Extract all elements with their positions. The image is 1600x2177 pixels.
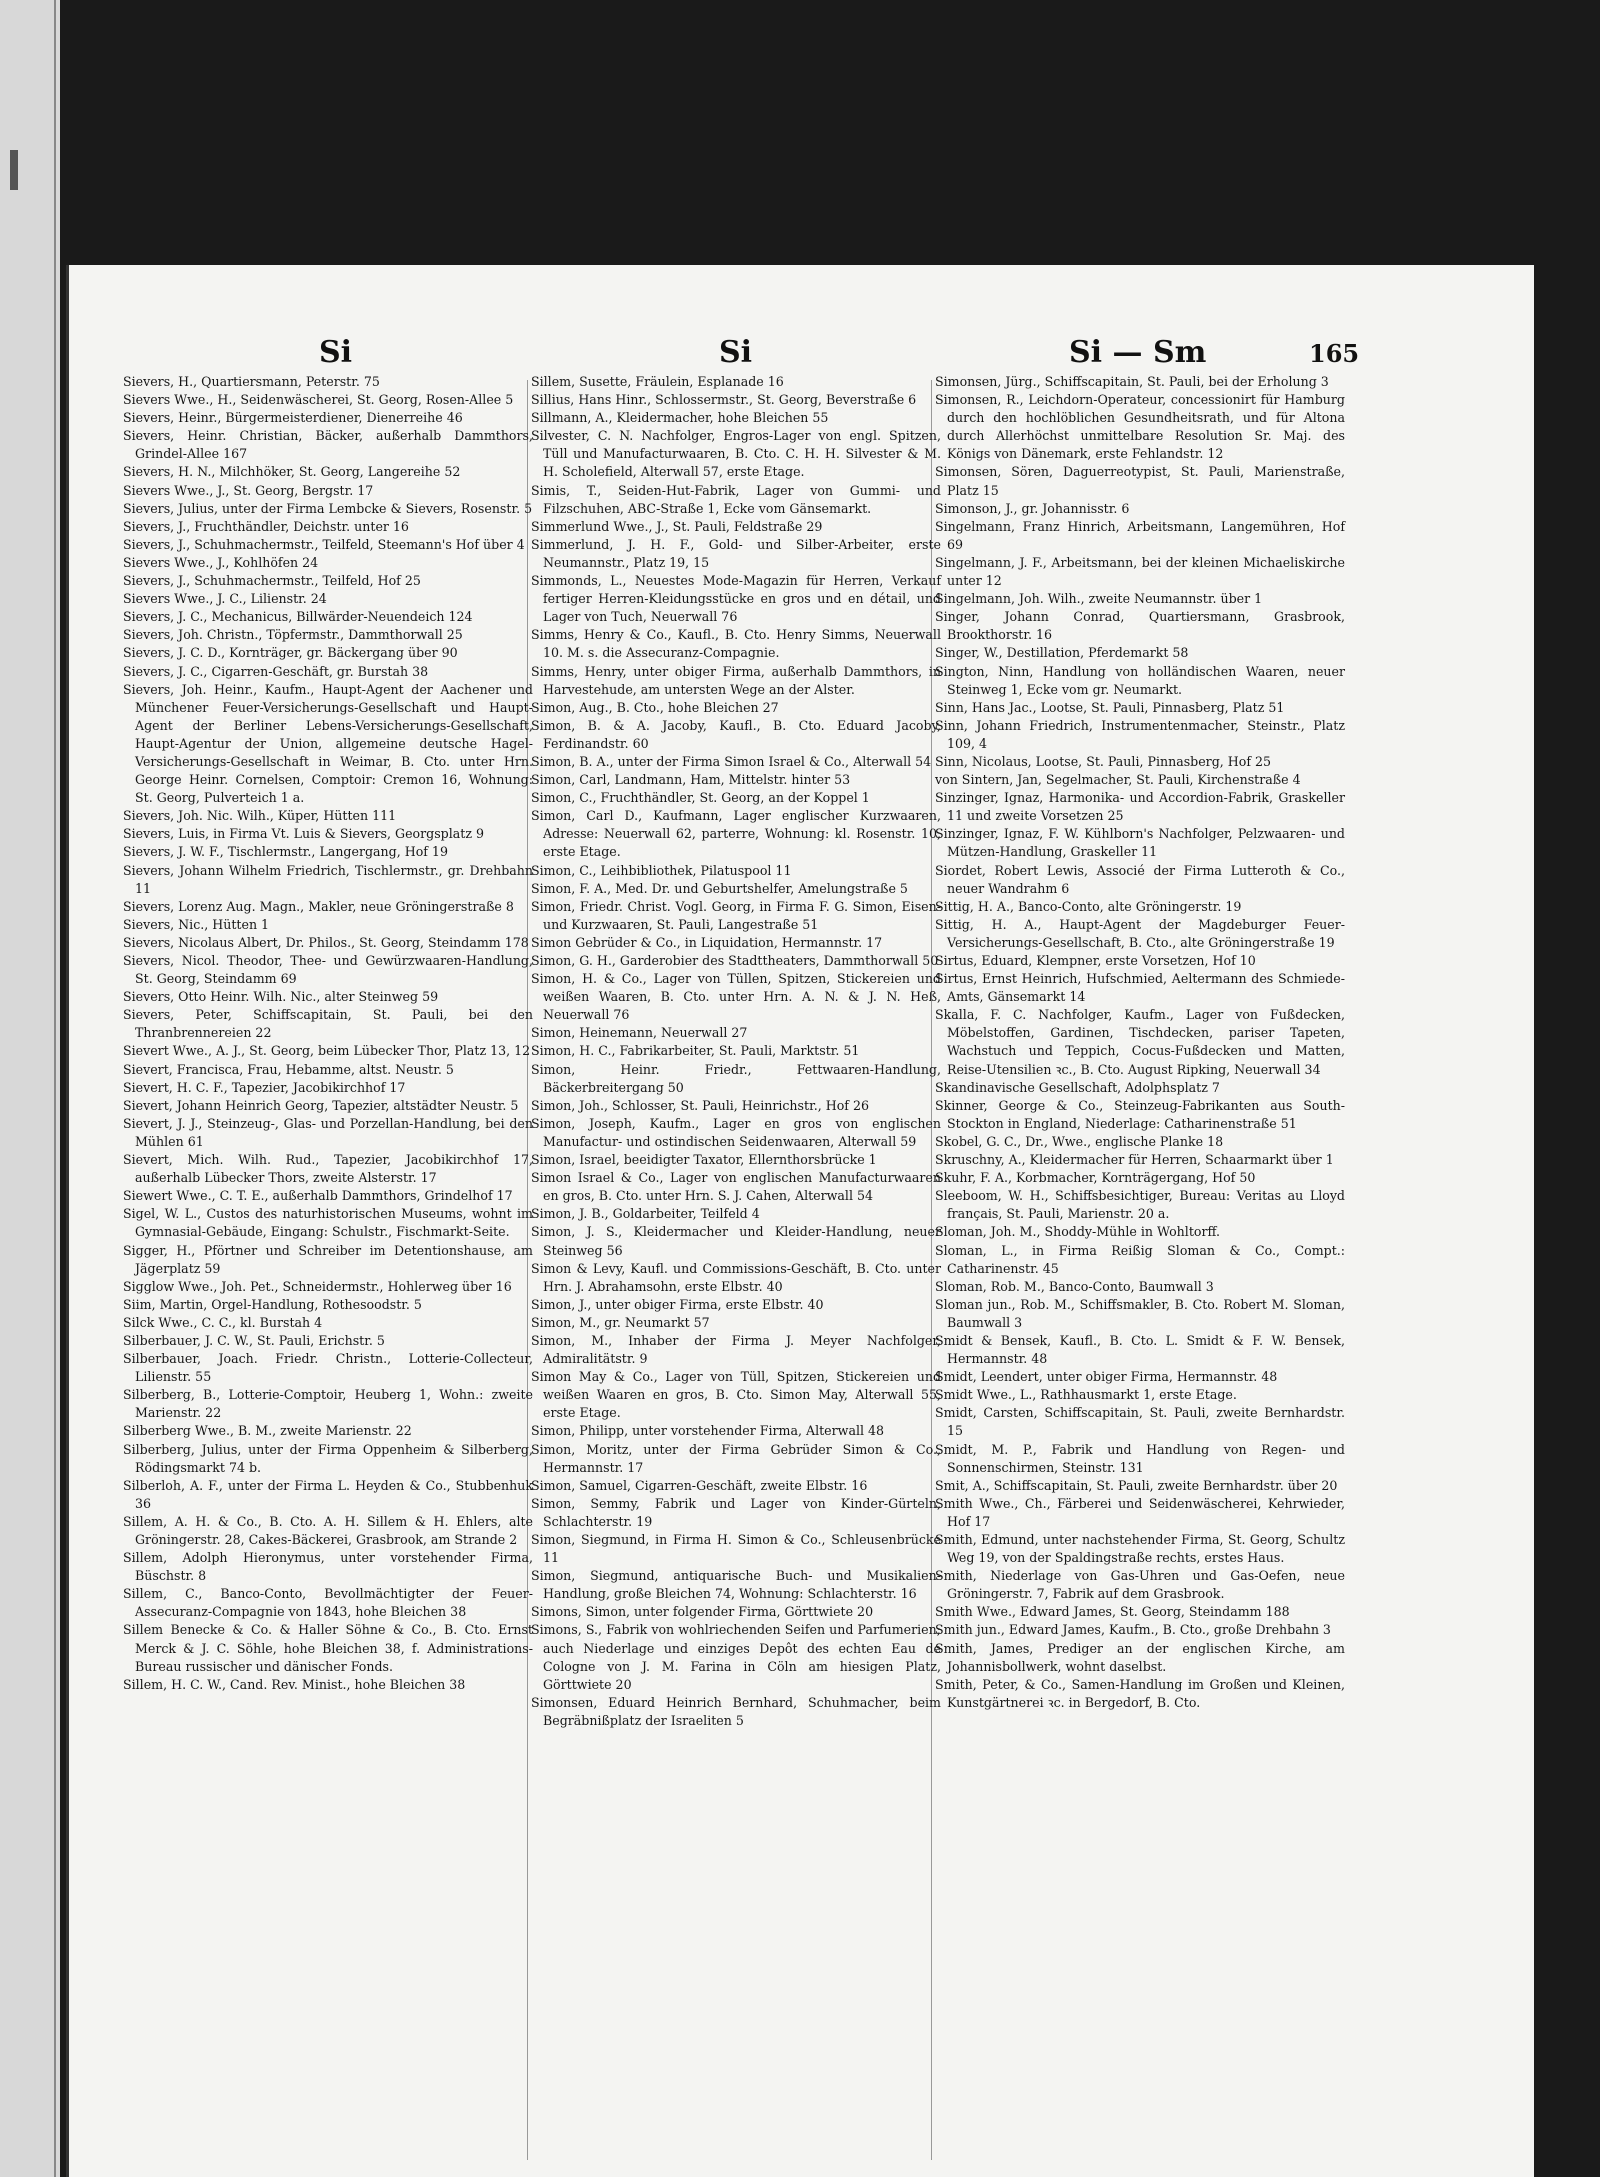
directory-page: [66, 265, 1534, 2177]
directory-entry: Sinzinger, Ignaz, F. W. Kühlborn's Nachfolger, Pelzwaaren- und Mützen-Handlung, Graskeller 11: [935, 826, 1345, 860]
directory-entry: Simon, C., Fruchthändler, St. Georg, an der Koppel 1: [531, 790, 870, 806]
directory-entry: Simon, B. & A. Jacoby, Kaufl., B. Cto. Eduard Jacoby, Ferdinandstr. 60: [531, 717, 941, 751]
directory-entry: Simon, J. B., Goldarbeiter, Teilfeld 4: [531, 1206, 760, 1222]
directory-entry: Simon, M., gr. Neumarkt 57: [531, 1314, 710, 1330]
directory-entry: Sinzinger, Ignaz, Harmonika- und Accordion-Fabrik, Graskeller 11 und zweite Vorsetzen 25: [935, 790, 1345, 824]
directory-entry: Smith Wwe., Ch., Färberei und Seidenwäscherei, Kehrwieder, Hof 17: [935, 1495, 1345, 1529]
directory-entry: Sigel, W. L., Custos des naturhistorischen Museums, wohnt im Gymnasial-Gebäude, Eingang: Schulstr., Fischmarkt-Seite.: [123, 1206, 533, 1240]
directory-entry: Sillem, Adolph Hieronymus, unter vorstehender Firma, Büschstr. 8: [123, 1550, 533, 1584]
directory-entry: Simon, M., Inhaber der Firma J. Meyer Nachfolger, Admiralitätstr. 9: [531, 1332, 941, 1367]
page-gutter: [54, 0, 56, 2177]
directory-entry: Sievert, Francisca, Frau, Hebamme, altst. Neustr. 5: [123, 1061, 454, 1077]
directory-entry: Simon, Israel, beeidigter Taxator, Ellernthorsbrücke 1: [531, 1152, 877, 1168]
directory-entry: Sievers, J., Schuhmachermstr., Teilfeld, Steemann's Hof über 4: [123, 536, 525, 552]
page-number: 165: [1309, 339, 1360, 368]
directory-entry: Sievers, J. C., Mechanicus, Billwärder-Neuendeich 124: [123, 609, 473, 625]
directory-entry: Simon Israel & Co., Lager von englischen Manufacturwaaren en gros, B. Cto. unter Hrn. S. J. Cahen, Alterwall 54: [531, 1170, 941, 1204]
directory-entry: Siewert Wwe., C. T. E., außerhalb Dammthors, Grindelhof 17: [123, 1188, 513, 1204]
directory-entry: Smidt Wwe., L., Rathhausmarkt 1, erste Etage.: [935, 1387, 1237, 1403]
directory-entry: Sievers, H., Quartiersmann, Peterstr. 75: [123, 374, 380, 389]
directory-entry: Sillem, A. H. & Co., B. Cto. A. H. Sillem & H. Ehlers, alte Gröningerstr. 28, Cakes-Bäckerei, Grasbrook, am Strande 2: [123, 1513, 533, 1547]
directory-entry: Sillem, H. C. W., Cand. Rev. Minist., hohe Bleichen 38: [123, 1676, 466, 1692]
directory-entry: Silvester, C. N. Nachfolger, Engros-Lager von engl. Spitzen, Tüll und Manufacturwaaren, B. Cto. C. H. H. Silvester & M. H. Scholefield, Alterwall 57, erste Etage.: [531, 428, 941, 480]
directory-entry: Simonson, J., gr. Johannisstr. 6: [935, 500, 1130, 516]
directory-entry: Simms, Henry & Co., Kaufl., B. Cto. Henry Simms, Neuerwall 10. M. s. die Assecuranz-Compagnie.: [531, 627, 941, 661]
directory-entry: Singelmann, J. F., Arbeitsmann, bei der kleinen Michaeliskirche unter 12: [935, 554, 1345, 589]
directory-entry: Sinn, Hans Jac., Lootse, St. Pauli, Pinnasberg, Platz 51: [935, 699, 1285, 715]
directory-entry: Sillmann, A., Kleidermacher, hohe Bleichen 55: [531, 410, 829, 426]
column-1: [123, 373, 533, 1694]
running-head-left: Si: [319, 335, 353, 370]
directory-entry: Skruschny, A., Kleidermacher für Herren, Schaarmarkt über 1: [935, 1152, 1334, 1168]
directory-entry: Sloman, Rob. M., Banco-Conto, Baumwall 3: [935, 1278, 1214, 1294]
directory-entry: Sloman, Joh. M., Shoddy-Mühle in Wohltorff.: [935, 1224, 1220, 1240]
directory-entry: Simon, Aug., B. Cto., hohe Bleichen 27: [531, 699, 779, 715]
directory-entry: Sievers, Otto Heinr. Wilh. Nic., alter Steinweg 59: [123, 989, 439, 1005]
directory-entry: Simon Gebrüder & Co., in Liquidation, Hermannstr. 17: [531, 934, 883, 950]
directory-entry: Simon, C., Leihbibliothek, Pilatuspool 11: [531, 862, 792, 878]
directory-entry: Sievers Wwe., J. C., Lilienstr. 24: [123, 591, 327, 607]
directory-entry: Simons, Simon, unter folgender Firma, Görttwiete 20: [531, 1604, 874, 1620]
directory-entry: Sievers, J., Fruchthändler, Deichstr. unter 16: [123, 518, 409, 534]
directory-entry: Smith, Peter, & Co., Samen-Handlung im Großen und Kleinen, Kunstgärtnerei ꝛc. in Bergedorf, B. Cto.: [935, 1676, 1345, 1710]
directory-entry: Simon, Joh., Schlosser, St. Pauli, Heinrichstr., Hof 26: [531, 1097, 869, 1113]
directory-entry: Simonsen, Sören, Daguerreotypist, St. Pauli, Marienstraße, Platz 15: [935, 464, 1345, 498]
directory-entry: Simon, Carl D., Kaufmann, Lager englischer Kurzwaaren, Adresse: Neuerwall 62, parterre, Wohnung: kl. Rosenstr. 10, erste Etage.: [531, 808, 941, 860]
directory-entry: Simonsen, Eduard Heinrich Bernhard, Schuhmacher, beim Begräbnißplatz der Israeliten 5: [531, 1694, 941, 1728]
directory-entry: Sievers Wwe., J., St. Georg, Bergstr. 17: [123, 482, 374, 498]
directory-entry: Silberberg Wwe., B. M., zweite Marienstr. 22: [123, 1423, 412, 1439]
running-head-right: Si — Sm: [1069, 335, 1207, 370]
directory-entry: Sievers Wwe., J., Kohlhöfen 24: [123, 554, 319, 570]
directory-entry: Simon, Samuel, Cigarren-Geschäft, zweite Elbstr. 16: [531, 1477, 868, 1493]
directory-entry: Silberberg, Julius, unter der Firma Oppenheim & Silberberg, Rödingsmarkt 74 b.: [123, 1441, 533, 1475]
directory-entry: von Sintern, Jan, Segelmacher, St. Pauli, Kirchenstraße 4: [935, 772, 1301, 788]
running-head-center: Si: [719, 335, 753, 370]
facing-page-mark: [10, 150, 18, 190]
directory-entry: Simon, Heinemann, Neuerwall 27: [531, 1025, 748, 1041]
directory-entry: Skobel, G. C., Dr., Wwe., englische Planke 18: [935, 1133, 1224, 1149]
directory-entry: Smith, Niederlage von Gas-Uhren und Gas-Oefen, neue Gröningerstr. 7, Fabrik auf dem Grasbrook.: [935, 1568, 1345, 1602]
directory-entry: Simon, F. A., Med. Dr. und Geburtshelfer, Amelungstraße 5: [531, 880, 908, 896]
directory-entry: Smit, A., Schiffscapitain, St. Pauli, zweite Bernhardstr. über 20: [935, 1477, 1338, 1493]
directory-entry: Sievert Wwe., A. J., St. Georg, beim Lübecker Thor, Platz 13, 12: [123, 1043, 531, 1059]
directory-entry: Sloman, L., in Firma Reißig Sloman & Co., Compt.: Catharinenstr. 45: [935, 1242, 1345, 1276]
directory-entry: Simon, Siegmund, antiquarische Buch- und Musikalien-Handlung, große Bleichen 74, Wohnung: Schlachterstr. 16: [531, 1568, 941, 1602]
directory-entry: Silberloh, A. F., unter der Firma L. Heyden & Co., Stubbenhuk 36: [123, 1477, 533, 1511]
directory-entry: Simon May & Co., Lager von Tüll, Spitzen, Stickereien und weißen Waaren en gros, B. Cto. Simon May, Alterwall 55, erste Etage.: [531, 1369, 941, 1421]
directory-entry: Sillem, C., Banco-Conto, Bevollmächtigter der Feuer-Assecuranz-Compagnie von 1843, hohe Bleichen 38: [123, 1586, 533, 1620]
directory-entry: Simis, T., Seiden-Hut-Fabrik, Lager von Gummi- und Filzschuhen, ABC-Straße 1, Ecke vom Gänsemarkt.: [531, 482, 941, 516]
directory-entry: Sirtus, Ernst Heinrich, Hufschmied, Aeltermann des Schmiede-Amts, Gänsemarkt 14: [935, 971, 1345, 1005]
directory-entry: Simon, B. A., unter der Firma Simon Israel & Co., Alterwall 54: [531, 753, 932, 769]
directory-entry: Sievers, Joh. Nic. Wilh., Küper, Hütten 111: [123, 808, 397, 824]
directory-entry: Sievers, Heinr., Bürgermeisterdiener, Dienerreihe 46: [123, 410, 463, 426]
directory-entry: Smidt & Bensek, Kaufl., B. Cto. L. Smidt & F. W. Bensek, Hermannstr. 48: [935, 1332, 1345, 1367]
directory-entry: Simmerlund Wwe., J., St. Pauli, Feldstraße 29: [531, 518, 823, 534]
directory-entry: Sievers, J. C., Cigarren-Geschäft, gr. Burstah 38: [123, 663, 429, 679]
directory-entry: Simon, G. H., Garderobier des Stadttheaters, Dammthorwall 50: [531, 953, 939, 968]
directory-entry: Simonsen, Jürg., Schiffscapitain, St. Pauli, bei der Erholung 3: [935, 374, 1329, 389]
directory-entry: Simonsen, R., Leichdorn-Operateur, concessionirt für Hamburg durch den hochlöblichen Gesundheitsrath, und für Altona durch Allerhöchst unmittelbare Resolution Sr. Maj. des Königs von Dänemark, erste Fehlandstr. 12: [935, 392, 1345, 462]
directory-entry: Simon, H. & Co., Lager von Tüllen, Spitzen, Stickereien und weißen Waaren, B. Cto. unter Hrn. A. N. & J. N. Heß, Neuerwall 76: [531, 971, 941, 1023]
directory-entry: Simon, Carl, Landmann, Ham, Mittelstr. hinter 53: [531, 772, 851, 788]
directory-entry: Sigglow Wwe., Joh. Pet., Schneidermstr., Hohlerweg über 16: [123, 1278, 512, 1294]
directory-entry: Singer, W., Destillation, Pferdemarkt 58: [935, 645, 1189, 661]
directory-entry: Simon, J., unter obiger Firma, erste Elbstr. 40: [531, 1296, 824, 1312]
directory-entry: Simon, Semmy, Fabrik und Lager von Kinder-Gürteln, Schlachterstr. 19: [531, 1495, 941, 1529]
directory-entry: Sillem, Susette, Fräulein, Esplanade 16: [531, 374, 784, 389]
directory-entry: Sievers, Luis, in Firma Vt. Luis & Sievers, Georgsplatz 9: [123, 826, 484, 842]
directory-entry: Sinn, Nicolaus, Lootse, St. Pauli, Pinnasberg, Hof 25: [935, 753, 1272, 769]
directory-entry: Sievers, Heinr. Christian, Bäcker, außerhalb Dammthors, Grindel-Allee 167: [123, 428, 533, 462]
directory-entry: Sievers, J., Schuhmachermstr., Teilfeld, Hof 25: [123, 573, 421, 589]
directory-entry: Simon, Siegmund, in Firma H. Simon & Co., Schleusenbrücke 11: [531, 1532, 941, 1566]
directory-entry: Singer, Johann Conrad, Quartiersmann, Grasbrook, Brookthorstr. 16: [935, 609, 1345, 643]
directory-entry: Sievers, Nicol. Theodor, Thee- und Gewürzwaaren-Handlung, St. Georg, Steindamm 69: [123, 953, 533, 987]
directory-entry: Sillius, Hans Hinr., Schlossermstr., St. Georg, Beverstraße 6: [531, 392, 917, 408]
directory-entry: Sievers, H. N., Milchhöker, St. Georg, Langereihe 52: [123, 464, 461, 480]
directory-entry: Smith Wwe., Edward James, St. Georg, Steindamm 188: [935, 1604, 1290, 1620]
directory-entry: Sievert, H. C. F., Tapezier, Jacobikirchhof 17: [123, 1079, 406, 1095]
directory-entry: Simon, Philipp, unter vorstehender Firma, Alterwall 48: [531, 1423, 885, 1439]
column-3: [935, 373, 1345, 1712]
directory-entry: Sievers, Julius, unter der Firma Lembcke & Sievers, Rosenstr. 5: [123, 500, 533, 516]
directory-entry: Simon, Joseph, Kaufm., Lager en gros von englischen Manufactur- und ostindischen Seidenwaaren, Alterwall 59: [531, 1115, 941, 1149]
directory-entry: Smith, James, Prediger an der englischen Kirche, am Johannisbollwerk, wohnt daselbst.: [935, 1640, 1345, 1674]
directory-entry: Sievers Wwe., H., Seidenwäscherei, St. Georg, Rosen-Allee 5: [123, 392, 514, 408]
directory-entry: Simon, Moritz, unter der Firma Gebrüder Simon & Co., Hermannstr. 17: [531, 1441, 941, 1475]
directory-entry: Skuhr, F. A., Korbmacher, Kornträgergang, Hof 50: [935, 1170, 1256, 1186]
directory-entry: Simms, Henry, unter obiger Firma, außerhalb Dammthors, in Harvestehude, am untersten Wege an der Alster.: [531, 663, 941, 697]
directory-entry: Silberbauer, Joach. Friedr. Christn., Lotterie-Collecteur, Lilienstr. 55: [123, 1351, 533, 1385]
directory-entry: Siim, Martin, Orgel-Handlung, Rothesoodstr. 5: [123, 1296, 422, 1312]
directory-entry: Sievert, Johann Heinrich Georg, Tapezier, altstädter Neustr. 5: [123, 1097, 519, 1113]
directory-entry: Sievers, Nicolaus Albert, Dr. Philos., St. Georg, Steindamm 178: [123, 934, 529, 950]
directory-entry: Simon & Levy, Kaufl. und Commissions-Geschäft, B. Cto. unter Hrn. J. Abrahamsohn, erste Elbstr. 40: [531, 1260, 941, 1294]
directory-entry: Sleeboom, W. H., Schiffsbesichtiger, Bureau: Veritas au Lloyd français, St. Pauli, Marienstr. 20 a.: [935, 1188, 1345, 1222]
directory-entry: Sievers, Johann Wilhelm Friedrich, Tischlermstr., gr. Drehbahn 11: [123, 862, 533, 896]
directory-entry: Simon, Friedr. Christ. Vogl. Georg, in Firma F. G. Simon, Eisen- und Kurzwaaren, St. Pauli, Langestraße 51: [531, 898, 941, 932]
directory-entry: Sittig, H. A., Haupt-Agent der Magdeburger Feuer-Versicherungs-Gesellschaft, B. Cto., alte Gröningerstraße 19: [935, 916, 1345, 950]
directory-entry: Silberbauer, J. C. W., St. Pauli, Erichstr. 5: [123, 1332, 385, 1348]
directory-entry: Skinner, George & Co., Steinzeug-Fabrikanten aus South-Stockton in England, Niederlage: Catharinenstraße 51: [935, 1097, 1345, 1131]
directory-entry: Sievers, J. W. F., Tischlermstr., Langergang, Hof 19: [123, 844, 448, 860]
directory-entry: Simon, H. C., Fabrikarbeiter, St. Pauli, Marktstr. 51: [531, 1043, 860, 1059]
directory-entry: Sington, Ninn, Handlung von holländischen Waaren, neuer Steinweg 1, Ecke vom gr. Neumarkt.: [935, 663, 1345, 697]
directory-entry: Sievers, Nic., Hütten 1: [123, 916, 270, 932]
directory-entry: Sigger, H., Pförtner und Schreiber im Detentionshause, am Jägerplatz 59: [123, 1242, 533, 1276]
directory-entry: Simons, S., Fabrik von wohlriechenden Seifen und Parfumerien; auch Niederlage und einziges Depôt des echten Eau de Cologne von J. M. Farina in Cöln am hiesigen Platz, Görttwiete 20: [531, 1622, 941, 1692]
directory-entry: Singelmann, Franz Hinrich, Arbeitsmann, Langemühren, Hof 69: [935, 518, 1345, 552]
directory-entry: Singelmann, Joh. Wilh., zweite Neumannstr. über 1: [935, 591, 1263, 607]
directory-entry: Sloman jun., Rob. M., Schiffsmakler, B. Cto. Robert M. Sloman, Baumwall 3: [935, 1296, 1345, 1330]
directory-entry: Skalla, F. C. Nachfolger, Kaufm., Lager von Fußdecken, Möbelstoffen, Gardinen, Tischdecken, pariser Tapeten, Wachstuch und Teppich, Cocus-Fußdecken und Matten, Reise-Utensilien ꝛc., B. Cto. August Ripking, Neuerwall 34: [935, 1007, 1345, 1077]
column-2: [531, 373, 941, 1730]
directory-entry: Silberberg, B., Lotterie-Comptoir, Heuberg 1, Wohn.: zweite Marienstr. 22: [123, 1387, 533, 1421]
directory-entry: Sievers, Joh. Christn., Töpfermstr., Dammthorwall 25: [123, 627, 463, 643]
facing-page-edge: [0, 0, 60, 2177]
directory-entry: Simon, J. S., Kleidermacher und Kleider-Handlung, neuer Steinweg 56: [531, 1224, 941, 1258]
directory-entry: Smith, Edmund, unter nachstehender Firma, St. Georg, Schultz Weg 19, von der Spaldingstraße rechts, erstes Haus.: [935, 1532, 1345, 1566]
directory-entry: Smidt, Carsten, Schiffscapitain, St. Pauli, zweite Bernhardstr. 15: [935, 1405, 1345, 1439]
directory-entry: Simmerlund, J. H. F., Gold- und Silber-Arbeiter, erste Neumannstr., Platz 19, 15: [531, 536, 941, 570]
directory-entry: Smidt, Leendert, unter obiger Firma, Hermannstr. 48: [935, 1369, 1278, 1385]
directory-entry: Simon, Heinr. Friedr., Fettwaaren-Handlung, Bäckerbreitergang 50: [531, 1061, 941, 1095]
directory-entry: Sievers, Peter, Schiffscapitain, St. Pauli, bei den Thranbrennereien 22: [123, 1007, 533, 1041]
directory-entry: Sievers, Joh. Heinr., Kaufm., Haupt-Agent der Aachener und Münchener Feuer-Versicherungs-Gesellschaft und Haupt-Agent der Berliner Lebens-Versicherungs-Gesellschaft, Haupt-Agentur der Union, allgemeine deutsche Hagel-Versicherungs-Gesellschaft in Weimar, B. Cto. unter Hrn. George Heinr. Cornelsen, Comptoir: Cremon 16, Wohnung: St. Georg, Pulverteich 1 a.: [123, 681, 533, 806]
directory-entry: Silck Wwe., C. C., kl. Burstah 4: [123, 1314, 323, 1330]
directory-entry: Smidt, M. P., Fabrik und Handlung von Regen- und Sonnenschirmen, Steinstr. 131: [935, 1441, 1345, 1475]
directory-entry: Sirtus, Eduard, Klempner, erste Vorsetzen, Hof 10: [935, 953, 1256, 968]
directory-entry: Skandinavische Gesellschaft, Adolphsplatz 7: [935, 1079, 1220, 1095]
directory-entry: Sievert, Mich. Wilh. Rud., Tapezier, Jacobikirchhof 17, außerhalb Lübecker Thors, zweite Alsterstr. 17: [123, 1152, 533, 1186]
directory-entry: Siordet, Robert Lewis, Associé der Firma Lutteroth & Co., neuer Wandrahm 6: [935, 862, 1345, 896]
directory-entry: Sievers, Lorenz Aug. Magn., Makler, neue Gröningerstraße 8: [123, 898, 514, 914]
directory-entry: Smith jun., Edward James, Kaufm., B. Cto., große Drehbahn 3: [935, 1622, 1331, 1638]
directory-entry: Simmonds, L., Neuestes Mode-Magazin für Herren, Verkauf fertiger Herren-Kleidungsstücke en gros und en détail, und Lager von Tuch, Neuerwall 76: [531, 573, 941, 625]
directory-entry: Sievers, J. C. D., Kornträger, gr. Bäckergang über 90: [123, 645, 458, 661]
directory-entry: Sinn, Johann Friedrich, Instrumentenmacher, Steinstr., Platz 109, 4: [935, 717, 1345, 751]
directory-entry: Sillem Benecke & Co. & Haller Söhne & Co., B. Cto. Ernst Merck & J. C. Söhle, hohe Bleichen 38, f. Administrations-Bureau russischer und dänischer Fonds.: [123, 1622, 533, 1674]
directory-entry: Sittig, H. A., Banco-Conto, alte Gröningerstr. 19: [935, 898, 1242, 914]
directory-entry: Sievert, J. J., Steinzeug-, Glas- und Porzellan-Handlung, bei den Mühlen 61: [123, 1115, 533, 1149]
